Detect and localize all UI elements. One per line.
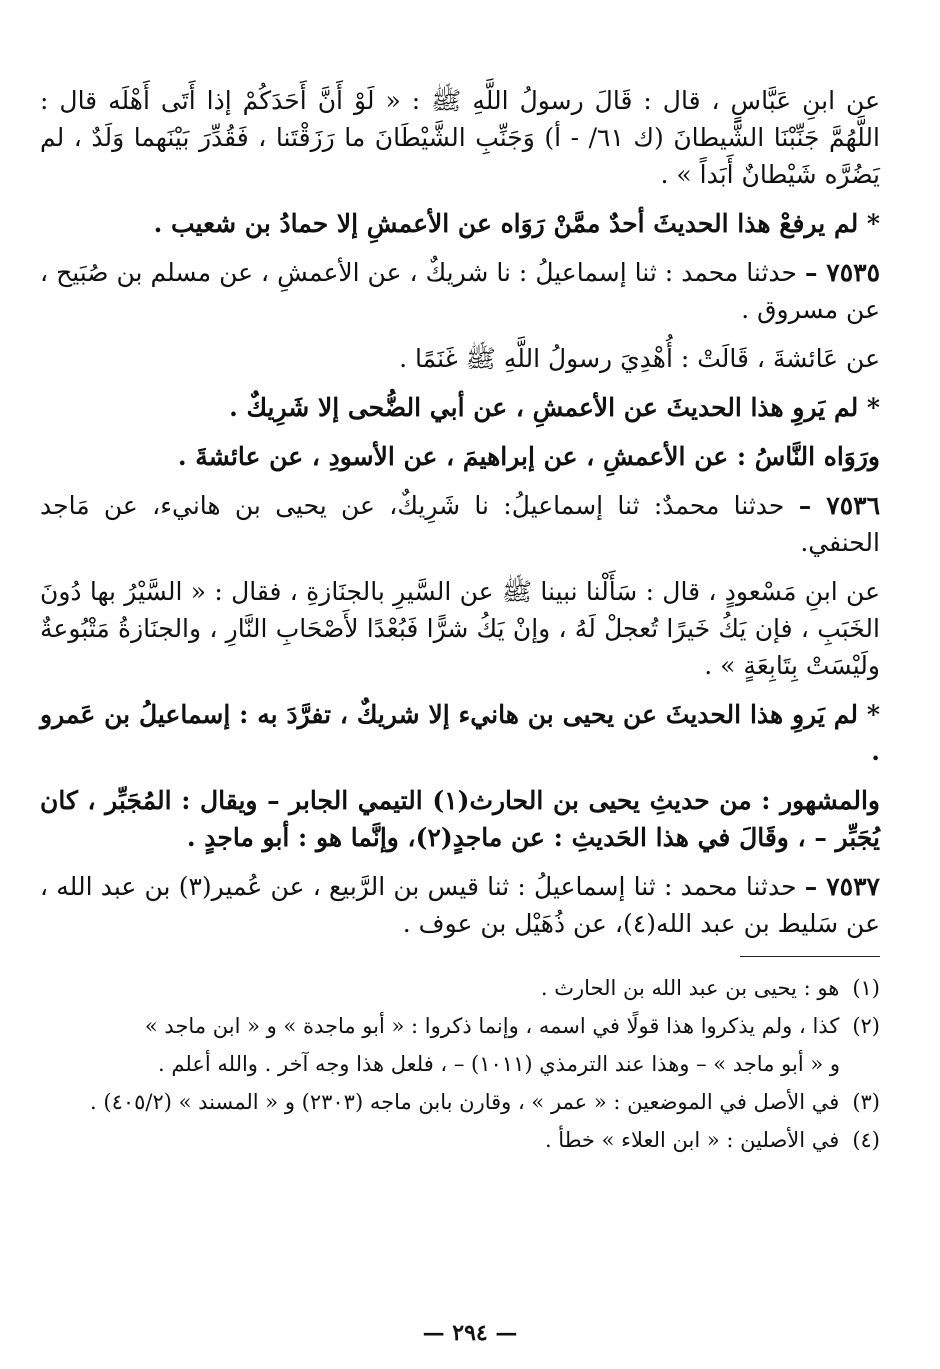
- hadith-text-ibn-masud: عن ابنِ مَسْعودٍ ، قال : سَأَلْنا نبينا ﷺ عن السَّيرِ بالجنَازةِ ، فقال : « السَّيْرُ بها دُونَ الخَبَبِ ، فإن يَكُ خَيرًا تُعجلْ لَهُ ، وإنْ يَكُ شرًّا فَبُعْدًا لأَصْحَابِ النَّارِ ، والجنَازةُ مَتْبُوعةٌ ولَيْسَتْ بِتَابِعَةٍ » .: [40, 577, 880, 680]
- page-number: — ٢٩٤ —: [422, 1320, 518, 1346]
- isnad-text: حدثنا محمد : ثنا إسماعيلُ : ثنا قيس بن الرَّبيع ، عن عُمير(٣) بن عبد الله ، عن سَليط بن عبد الله(٤)، عن ذُهَيْل بن عوف .: [40, 872, 880, 938]
- page-body: [40, 82, 880, 1161]
- commentary-hammad: * لم يرفعْ هذا الحديثَ أحدٌ ممَّنْ رَوَاه عن الأعمشِ إلا حمادُ بن شعيب .: [153, 209, 880, 238]
- commentary-narrators: ورَوَاه النَّاسُ : عن الأعمشِ ، عن إبراهيمَ ، عن الأسودِ ، عن عائشةَ .: [177, 442, 880, 471]
- footnote-mark: (٤): [852, 1128, 880, 1152]
- hadith-text-ibn-abbas: عن ابنِ عَبَّاسٍ ، قال : قَالَ رسولُ اللَّهِ ﷺ : « لَوْ أَنَّ أَحَدَكُمْ إذا أَتَى أَهْلَه قال : اللَّهُمَّ جَنِّبْنَا الشَّيطانَ (ك ٦١/ - أ) وَجَنِّبِ الشَّيْطَانَ ما رَزَقْتَنا ، فَقُدِّرَ بَيْنَهما وَلَدٌ ، لم يَضُرَّه شَيْطانٌ أَبَداً » .: [40, 86, 880, 189]
- commentary-mashhur: والمشهور : من حديثِ يحيى بن الحارث(١) التيمي الجابر – ويقال : المُجَبِّر ، كان يُجَبِّر – ، وقَالَ في هذا الحَديثِ : عن ماجدٍ(٢)، وإنَّما هو : أبو ماجدٍ .: [40, 786, 880, 852]
- hadith-number: ٧٥٣٥ –: [805, 258, 880, 287]
- hadith-number: ٧٥٣٧ –: [804, 872, 880, 901]
- footnote-2-continuation: و « أبو ماجد » – وهذا عند الترمذي (١٠١١) – ، فلعل هذا وجه آخر . والله أعلم .: [158, 1052, 840, 1076]
- footnote-mark: (٢): [852, 1014, 880, 1038]
- footnote-mark: (٣): [852, 1090, 880, 1114]
- commentary-yahya: * لم يَروِ هذا الحديثَ عن يحيى بن هانيء إلا شريكٌ ، تفرَّدَ به : إسماعيلُ بن عَمرو .: [40, 700, 880, 766]
- hadith-7535: [40, 254, 880, 328]
- footnote-mark: (١): [852, 976, 880, 1000]
- isnad-text: حدثنا محمدٌ: ثنا إسماعيلُ: نا شَرِيكٌ، عن يحيى بن هانيء، عن مَاجد الحنفي.: [40, 491, 880, 557]
- isnad-text: حدثنا محمد : ثنا إسماعيلُ : نا شريكٌ ، عن الأعمشِ ، عن مسلم بن صُبَيح ، عن مسروق .: [40, 258, 880, 324]
- footnote-4: [40, 1123, 880, 1157]
- footnote-text: في الأصل في الموضعين : « عمر » ، وقارن بابن ماجه (٢٣٠٣) و « المسند » (٤٠٥/٢) .: [90, 1090, 840, 1114]
- hadith-7536: [40, 487, 880, 561]
- footnote-2: [40, 1009, 880, 1043]
- footnote-text: في الأصلين : « ابن العلاء » خطأ .: [544, 1128, 840, 1152]
- hadith-text-aisha: عن عَائشةَ ، قَالَتْ : أُهْدِيَ رسولُ اللَّهِ ﷺ غَنَمًا .: [399, 344, 880, 373]
- footnote-3: [40, 1085, 880, 1119]
- footnotes: [40, 971, 880, 1157]
- hadith-number: ٧٥٣٦ –: [798, 491, 880, 520]
- hadith-7537: [40, 868, 880, 942]
- commentary-sharik: * لم يَروِ هذا الحديثَ عن الأعمشِ ، عن أبي الضُّحى إلا شَرِيكٌ .: [229, 393, 880, 422]
- footnote-1: [40, 971, 880, 1005]
- footnote-text: كذا ، ولم يذكروا هذا قولًا في اسمه ، وإنما ذكروا : « أبو ماجدة » و « ابن ماجد »: [144, 1014, 840, 1038]
- footnote-text: هو : يحيى بن عبد الله بن الحارث .: [540, 976, 840, 1000]
- footnote-divider: [740, 956, 880, 957]
